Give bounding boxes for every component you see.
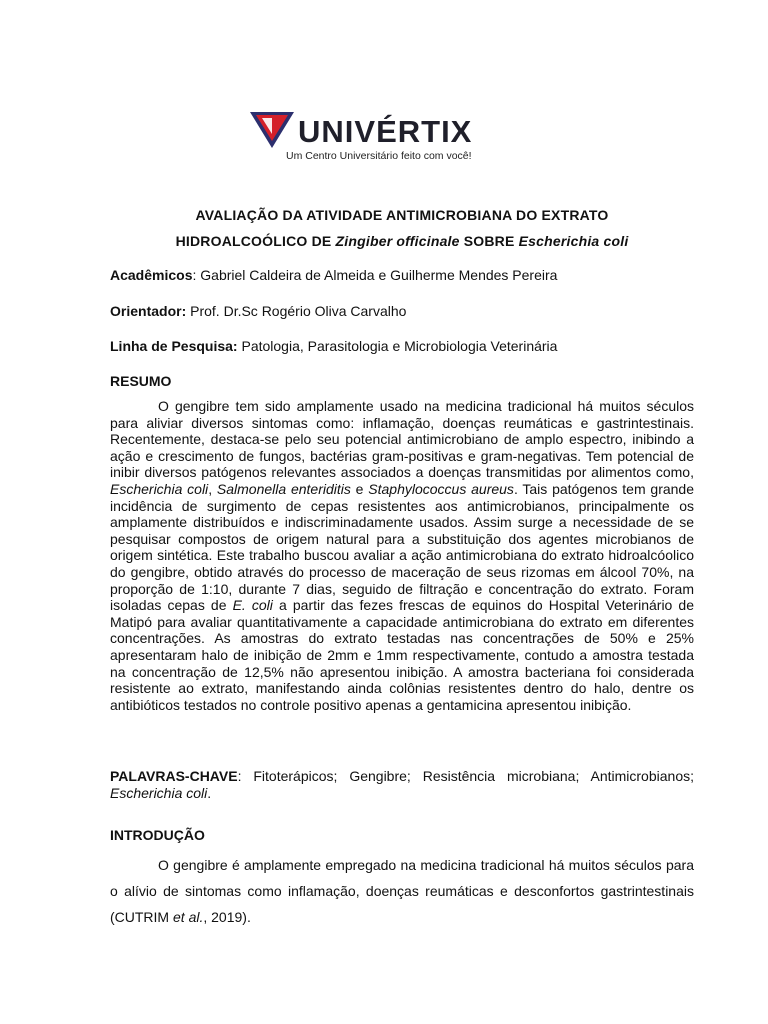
keywords-text: .: [207, 785, 212, 801]
logo-wordmark: UNIVÉRTIX: [298, 114, 473, 149]
resumo-text: . Tais patógenos tem grande incidência de surgimento de cepas resistentes aos antimicrobianos, principalmente os amplamente distribuídos e indiscriminadamente usados. Assim surge a necessidade de se pesquisar compostos de origem natural para a substituição dos agentes microbianos de origem sintética. Este trabalho buscou avaliar a ação antimicrobiana do extrato hidroalcóolico do gengibre, obtido através do processo de maceração de seus rizomas em álcool 70%, na proporção de 1:10, durante 7 dias, seguido de filtração e concentração do extrato. Foram isoladas cepas de: [110, 480, 694, 614]
introducao-paragraph: [110, 852, 694, 930]
resumo-species: Salmonella enteriditis: [216, 480, 351, 497]
introducao-citation: et al.: [173, 909, 204, 925]
resumo-species: Staphylococcus aureus: [368, 480, 514, 497]
introducao-text: O gengibre é amplamente empregado na medicina tradicional há muitos séculos para o alívio de sintomas como inflamação, doenças reumáticas e desconfortos gastrintestinais (CUTRIM: [110, 857, 694, 925]
orientador-line: [110, 302, 694, 320]
title-text: SOBRE: [459, 233, 519, 249]
orientador-label: Orientador:: [110, 303, 187, 319]
keywords-label: PALAVRAS-CHAVE: [110, 768, 238, 784]
univertix-logo: [248, 108, 520, 168]
resumo-species: E. coli: [232, 597, 273, 614]
keywords-species: Escherichia coli: [110, 785, 208, 801]
title-species: Zingiber officinale: [335, 233, 460, 249]
academicos-label: Acadêmicos: [110, 267, 193, 283]
resumo-text: O gengibre tem sido amplamente usado na medicina tradicional há muitos séculos para aliviar diversos sintomas como: inflamação, doenças reumáticas e gastrintestinais. Recentemente, destaca-se pelo seu potencial antimicrobiano de amplo espectro, inibindo a ação e crescimento de fungos, bactérias gram-positivas e gram-negativas. Tem potencial de inibir diversos patógenos relevantes associados a doenças transmitidas por alimentos como,: [110, 398, 694, 481]
keywords-text: : Fitoterápicos; Gengibre; Resistência microbiana; Antimicrobianos;: [237, 768, 694, 784]
univertix-v-logo-icon: [248, 108, 296, 150]
keywords-paragraph: [110, 768, 694, 802]
logo-tagline: Um Centro Universitário feito com você!: [286, 150, 472, 162]
linha-pesquisa-label: Linha de Pesquisa:: [110, 338, 238, 354]
academicos-value: : Gabriel Caldeira de Almeida e Guilherme Mendes Pereira: [192, 267, 558, 283]
resumo-paragraph: [110, 398, 694, 713]
linha-pesquisa-value: Patologia, Parasitologia e Microbiologia Veterinária: [237, 338, 558, 354]
resumo-text: ,: [208, 480, 217, 497]
title-text: HIDROALCOÓLICO DE: [175, 233, 336, 249]
introducao-heading: INTRODUÇÃO: [110, 827, 205, 843]
title-line-2: [110, 232, 694, 250]
orientador-value: Prof. Dr.Sc Rogério Oliva Carvalho: [186, 303, 407, 319]
linha-pesquisa-line: [110, 337, 694, 355]
resumo-text: e: [350, 480, 369, 497]
resumo-heading: RESUMO: [110, 373, 172, 389]
title-species: Escherichia coli: [518, 233, 629, 249]
academicos-line: [110, 266, 694, 284]
introducao-text: , 2019).: [203, 909, 251, 925]
resumo-species: Escherichia coli: [110, 480, 209, 497]
resumo-text: a partir das fezes frescas de equinos do Hospital Veterinário de Matipó para avaliar quantitativamente a capacidade antimicrobiana do extrato em diferentes concentrações. As amostras do extrato testadas nas concentrações de 50% e 25% apresentaram halo de inibição de 2mm e 1mm respectivamente, contudo a amostra testada na concentração de 12,5% não apresentou inibição. A amostra bacteriana foi considerada resistente ao extrato, manifestando ainda colônias resistentes dentro do halo, dentre os antibióticos testados no controle positivo apenas a gentamicina apresentou inibição.: [110, 597, 695, 713]
title-line-1: AVALIAÇÃO DA ATIVIDADE ANTIMICROBIANA DO EXTRATO: [195, 207, 609, 223]
